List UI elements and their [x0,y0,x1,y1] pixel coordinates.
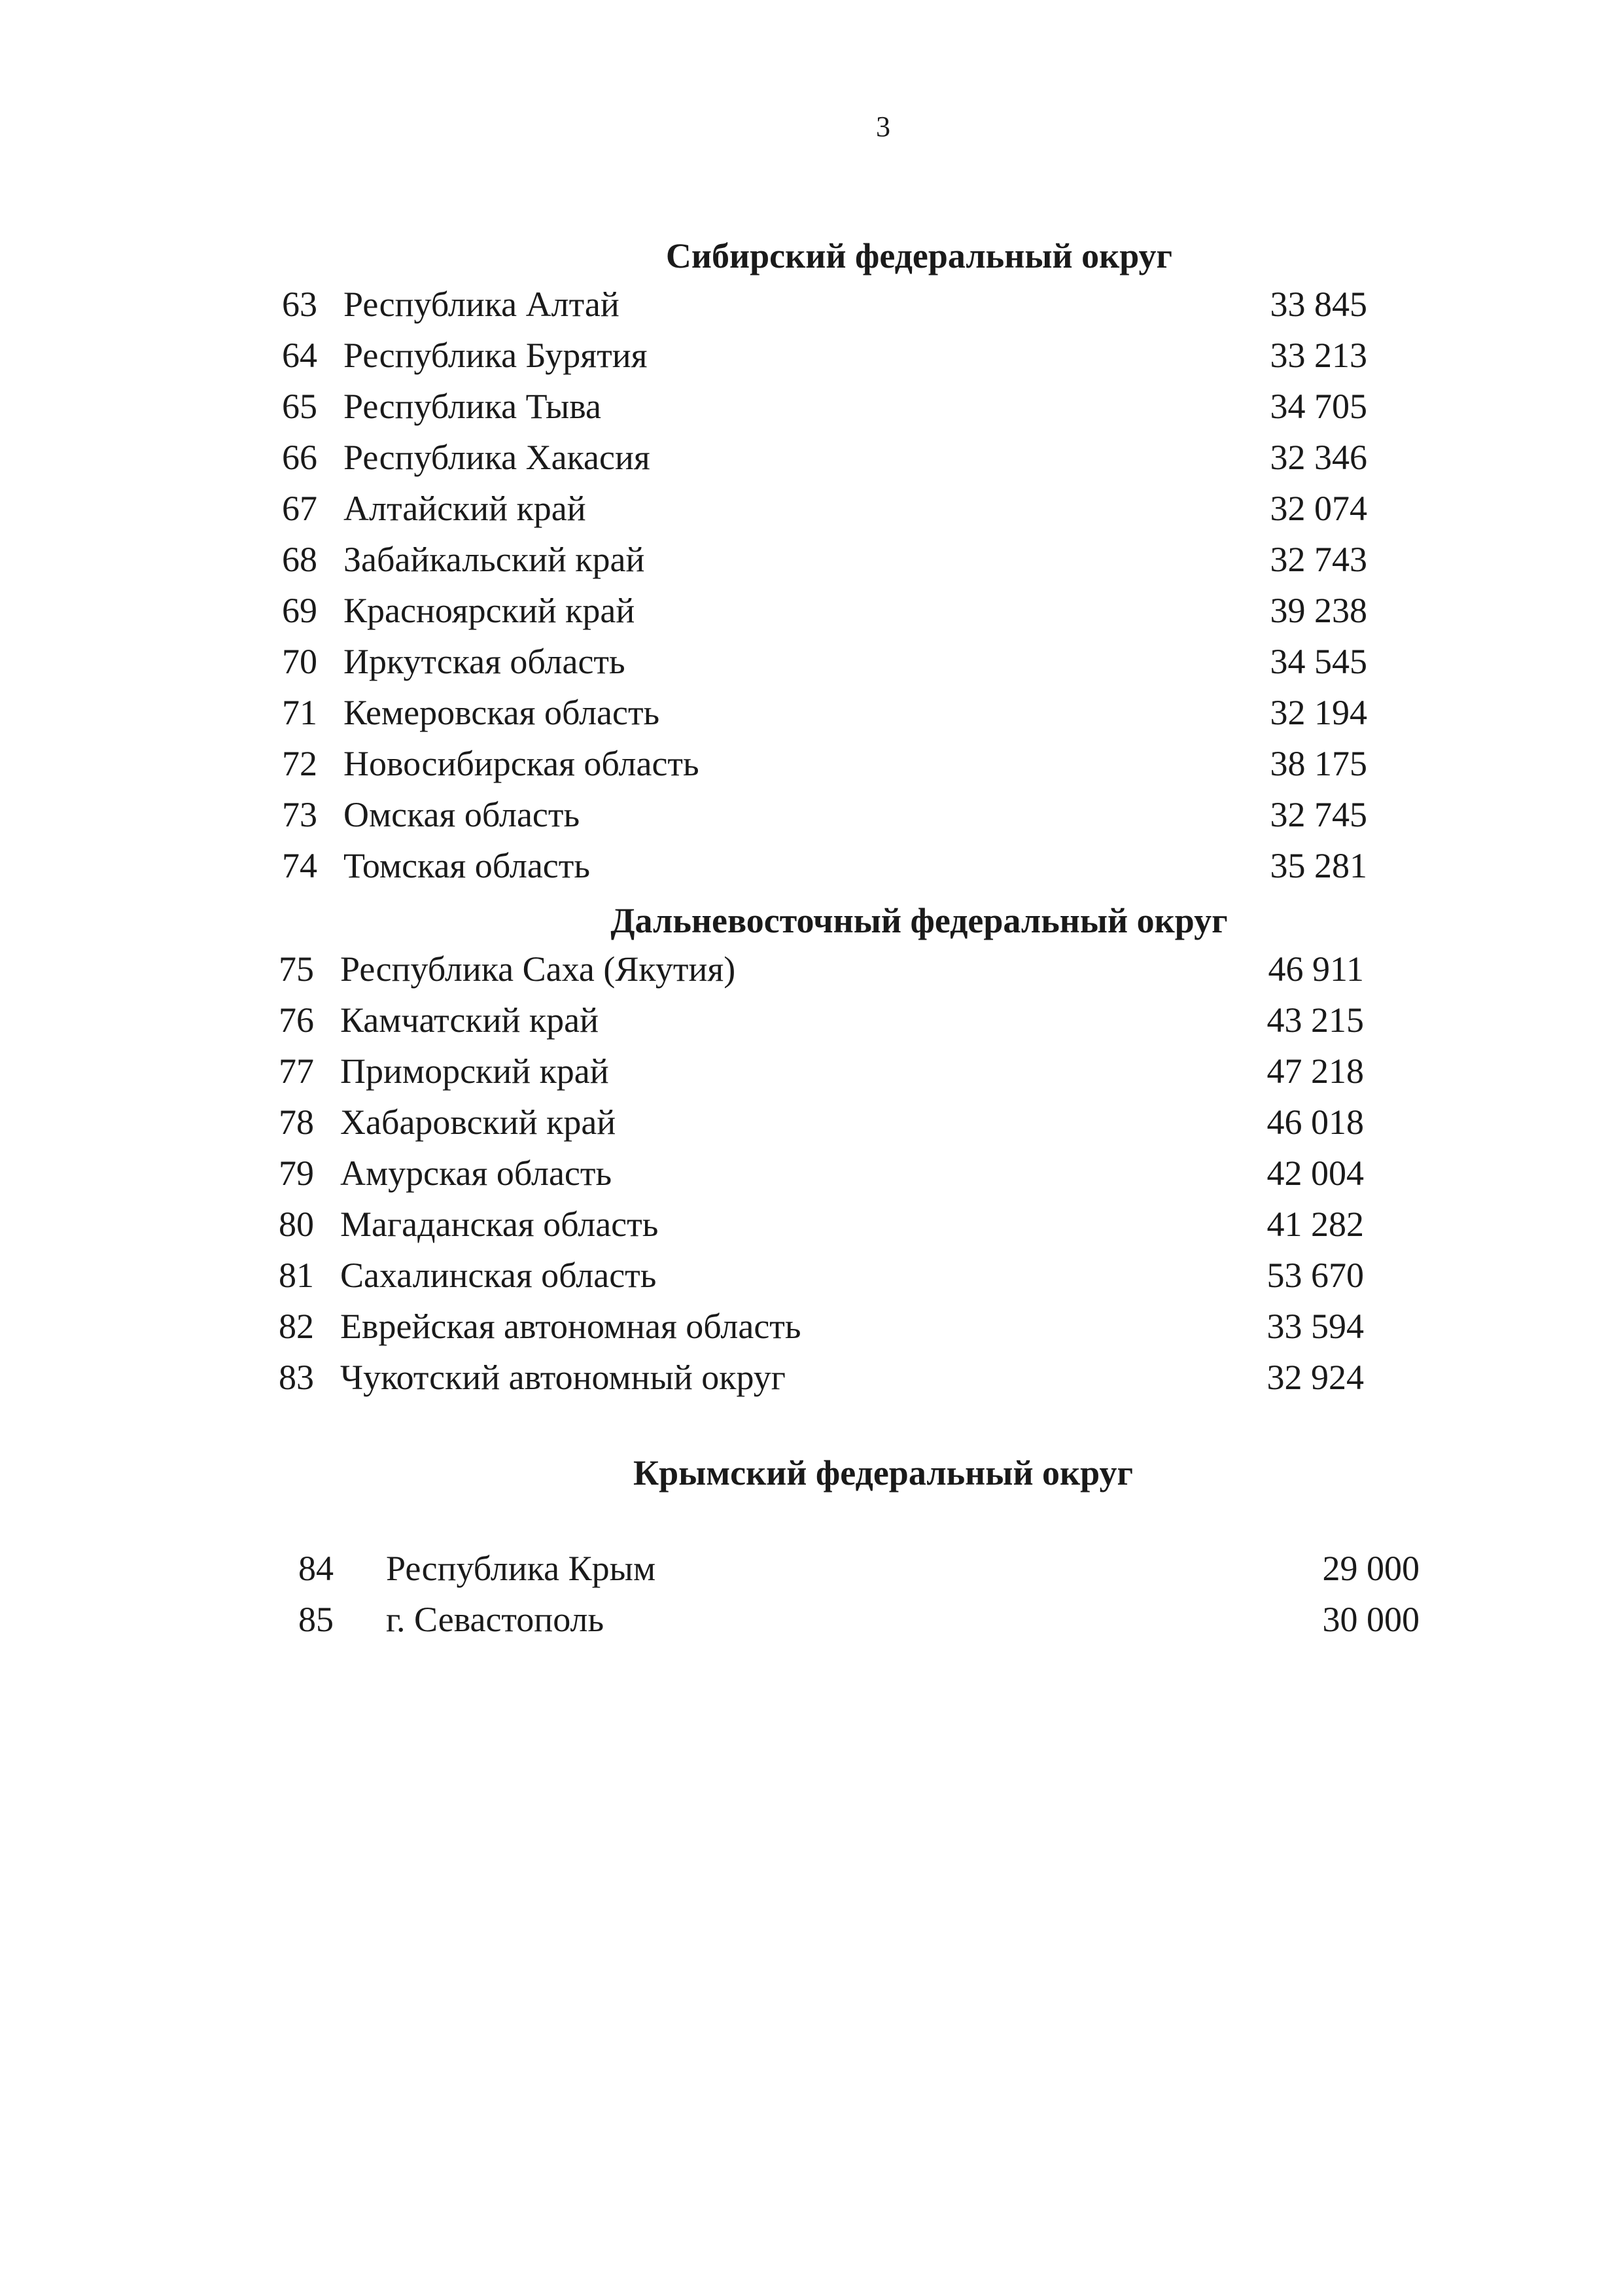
row-number: 65 [282,387,317,426]
region-value: 32 924 [1266,1358,1364,1397]
region-name: Еврейская автономная область [340,1307,801,1346]
region-value: 34 545 [1270,642,1367,681]
region-name: Алтайский край [343,489,586,528]
region-value: 46 018 [1266,1103,1364,1142]
region-name: Хабаровский край [340,1103,616,1142]
region-name: Омская область [343,795,580,834]
row-number: 83 [279,1358,314,1397]
row-number: 70 [282,642,317,681]
row-number: 74 [282,846,317,885]
row-number: 64 [282,336,317,375]
region-value: 53 670 [1266,1256,1364,1295]
region-name: г. Севастополь [386,1600,604,1639]
row-number: 84 [298,1549,334,1588]
region-name: Магаданская область [340,1205,659,1244]
row-number: 67 [282,489,317,528]
row-number: 81 [279,1256,314,1295]
region-name: Республика Тыва [343,387,601,426]
region-value: 29 000 [1322,1549,1420,1588]
region-value: 43 215 [1266,1000,1364,1040]
region-name: Амурская область [340,1154,612,1193]
region-value: 47 218 [1266,1051,1364,1091]
region-name: Камчатский край [340,1000,599,1040]
region-value: 32 743 [1270,540,1367,579]
region-name: Республика Бурятия [343,336,648,375]
row-number: 66 [282,438,317,477]
section-heading-crimean: Крымский федеральный округ [633,1453,1134,1492]
section-heading-far-eastern: Дальневосточный федеральный округ [610,901,1228,940]
section-heading-siberian: Сибирский федеральный округ [665,236,1173,275]
region-name: Сахалинская область [340,1256,657,1295]
region-value: 39 238 [1270,591,1367,630]
row-number: 78 [279,1103,314,1142]
region-name: Республика Саха (Якутия) [340,949,736,989]
row-number: 71 [282,693,317,732]
region-name: Новосибирская область [343,744,699,783]
row-number: 76 [279,1000,314,1040]
region-name: Томская область [343,846,590,885]
region-value: 32 194 [1270,693,1367,732]
region-value: 41 282 [1266,1205,1364,1244]
row-number: 73 [282,795,317,834]
row-number: 68 [282,540,317,579]
region-value: 46 911 [1268,949,1364,989]
region-value: 33 594 [1266,1307,1364,1346]
region-value: 42 004 [1266,1154,1364,1193]
region-name: Приморский край [340,1051,609,1091]
region-value: 38 175 [1270,744,1367,783]
region-value: 34 705 [1270,387,1367,426]
region-value: 35 281 [1270,846,1367,885]
region-value: 32 346 [1270,438,1367,477]
row-number: 69 [282,591,317,630]
region-value: 30 000 [1322,1600,1420,1639]
row-number: 85 [298,1600,334,1639]
region-name: Забайкальский край [343,540,645,579]
region-name: Чукотский автономный округ [340,1358,786,1397]
region-name: Республика Алтай [343,285,620,324]
row-number: 77 [279,1051,314,1091]
row-number: 72 [282,744,317,783]
region-value: 32 074 [1270,489,1367,528]
region-name: Республика Хакасия [343,438,650,477]
region-value: 33 845 [1270,285,1367,324]
row-number: 82 [279,1307,314,1346]
row-number: 79 [279,1154,314,1193]
region-name: Красноярский край [343,591,635,630]
row-number: 63 [282,285,317,324]
region-name: Республика Крым [386,1549,656,1588]
row-number: 80 [279,1205,314,1244]
region-name: Иркутская область [343,642,625,681]
region-name: Кемеровская область [343,693,660,732]
row-number: 75 [279,949,314,989]
page-number: 3 [876,111,890,143]
region-value: 32 745 [1270,795,1367,834]
region-value: 33 213 [1270,336,1367,375]
